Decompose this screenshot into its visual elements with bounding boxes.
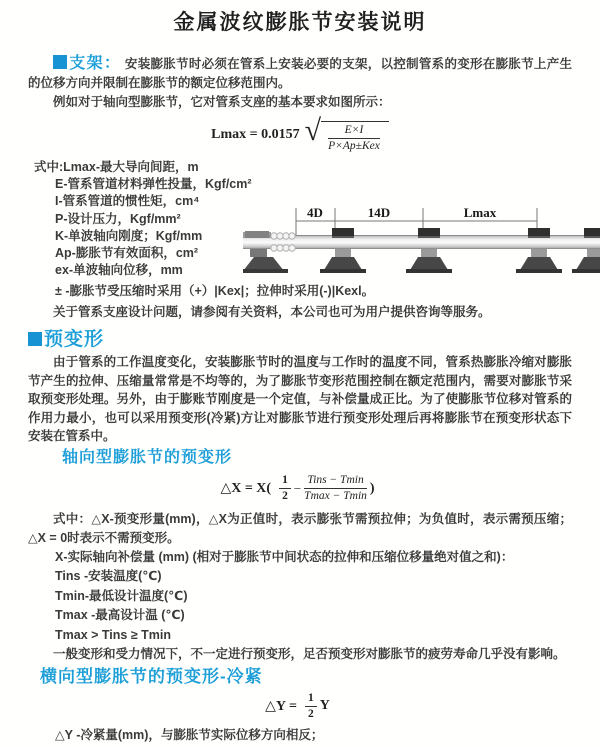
- axial-explanation: 式中：△X-预变形量(mm)，△X为正值时，表示膨张节需预拉伸；为负值时，表示需预压缩；△X = 0时表示不需预变形。: [28, 511, 572, 545]
- axial-formula-lhs: △X = X(: [220, 481, 272, 497]
- page-title: 金属波纹膨胀节安装说明: [173, 11, 427, 34]
- definition-line: Tins -安装温度(℃): [55, 569, 162, 584]
- guide-support-partial: [572, 228, 600, 273]
- half-denominator: 2: [282, 490, 288, 503]
- lateral-explanation: △Y -冷紧量(mm)，与膨胀节实际位移方向相反；: [55, 728, 324, 743]
- definition-line: I-管系管道的惯性矩，cm⁴: [55, 194, 200, 209]
- plus-minus-note: ± -膨胀节受压缩时采用（+）|Kex|；拉伸时采用(-)|Kexl。: [55, 284, 375, 299]
- sqrt-radical: [304, 113, 389, 153]
- lmax-fraction-denominator: P×Ap±Kex: [328, 139, 380, 152]
- axial-subsection-heading: 轴向型膨胀节的预变形: [62, 448, 233, 466]
- predeform-heading-label: 预变形: [44, 329, 105, 351]
- support-section-heading: [53, 55, 121, 72]
- dim-label-lmax: Lmax: [463, 205, 497, 220]
- lmax-formula-lhs: Lmax = 0.0157: [211, 127, 300, 142]
- lmax-fraction-numerator: E×I: [328, 124, 380, 139]
- temp-fraction-numerator: Tins − Tmin: [304, 474, 367, 489]
- definition-line: Ap-膨胀节有效面积，cm²: [55, 246, 199, 261]
- temperature-fraction: [304, 474, 367, 503]
- half-numerator: 1: [305, 692, 317, 707]
- one-half-fraction: [279, 474, 291, 503]
- predeform-paragraph: 由于管系的工作温度变化，安装膨胀节时的温度与工作时的温度不同，管系热膨胀冷缩对膨胀节产生的拉伸、压缩量常常是不均等的，为了膨胀节变形范围控制在额定范围内，需要对膨胀节采取预变形处理。另外，由于膨账节刚度是一个定值，与补偿量成正比。为了使膨胀节位移对管系的作用力最小，也可以采用预变形(冷紧)方让对膨胀节进行预变形处理后再将膨胀节在预变形状态下安装在管系中。: [28, 355, 572, 444]
- axial-note: 一般变形和受力情况下，不一定进行预变形，足否预变形对膨胀节的疲劳寿命几乎没有影响。: [53, 647, 566, 662]
- half-denominator: 2: [307, 707, 314, 720]
- lmax-fraction: [328, 124, 380, 153]
- pipe-support-diagram: [243, 202, 600, 297]
- support-intro-text: 安装膨胀节时必须在管系上安装必要的支架，以控制管系的变形在膨胀节上产生的位移方向并限制在膨胀节的额定位移范围内。: [28, 57, 572, 90]
- axial-formula: [0, 472, 600, 506]
- radical-sign-icon: √: [304, 113, 322, 147]
- blue-square-icon: [28, 332, 42, 346]
- lateral-formula-rhs: Y: [319, 698, 330, 714]
- half-numerator: 1: [279, 474, 291, 489]
- predeform-section-heading: [28, 329, 572, 351]
- radicand: [321, 121, 389, 153]
- support-closing-line: 关于管系支座设计问题，请参阅有关资料，本公司也可为用户提供咨询等服务。: [53, 305, 491, 320]
- guide-support: [320, 228, 366, 273]
- support-intro-paragraph: [28, 54, 572, 93]
- document-page: [0, 10, 600, 747]
- one-half-fraction: [305, 692, 317, 721]
- guide-support: [406, 228, 452, 273]
- definition-line: 式中:Lmax-最大导向间距，m: [34, 160, 199, 174]
- lmax-formula: [0, 113, 600, 153]
- blue-square-icon: [53, 55, 67, 69]
- definition-line: P-设计压力，Kgf/mm²: [55, 211, 181, 226]
- support-heading-label: 支架：: [69, 55, 122, 72]
- axial-formula-close: ): [369, 480, 375, 496]
- minus-operator: −: [293, 480, 302, 496]
- guide-support: [516, 228, 562, 273]
- definition-line: E-管系管道材料弹性投量，Kgf/cm²: [55, 177, 252, 192]
- lateral-formula: [0, 691, 600, 721]
- dim-label-14d: 14D: [367, 205, 391, 220]
- definition-line: ex-单波轴向位移，mm: [55, 263, 183, 278]
- lateral-formula-lhs: △Y =: [265, 698, 297, 714]
- support-example-line: 例如对于轴向型膨胀节，它对管系支座的基本要求如图所示：: [53, 95, 391, 109]
- definition-line: Tmax > Tins ≥ Tmin: [55, 627, 172, 642]
- definition-line: X-实际轴向补偿量 (mm) (相对于膨胀节中间状态的拉伸和压缩位移量绝对值之和)：: [55, 549, 514, 564]
- dim-label-4d: 4D: [307, 205, 323, 220]
- lateral-subsection-heading: 横向型膨胀节的预变形-冷紧: [40, 667, 263, 687]
- definition-line: Tmax -最高设计温 (℃): [55, 608, 185, 623]
- temp-fraction-denominator: Tmax − Tmin: [304, 490, 367, 503]
- temperature-definitions-list: [55, 548, 572, 646]
- definition-line: Tmin-最低设计温度(℃): [55, 588, 188, 603]
- definition-line: K-单波轴向刚度；Kgf/mm: [55, 228, 203, 243]
